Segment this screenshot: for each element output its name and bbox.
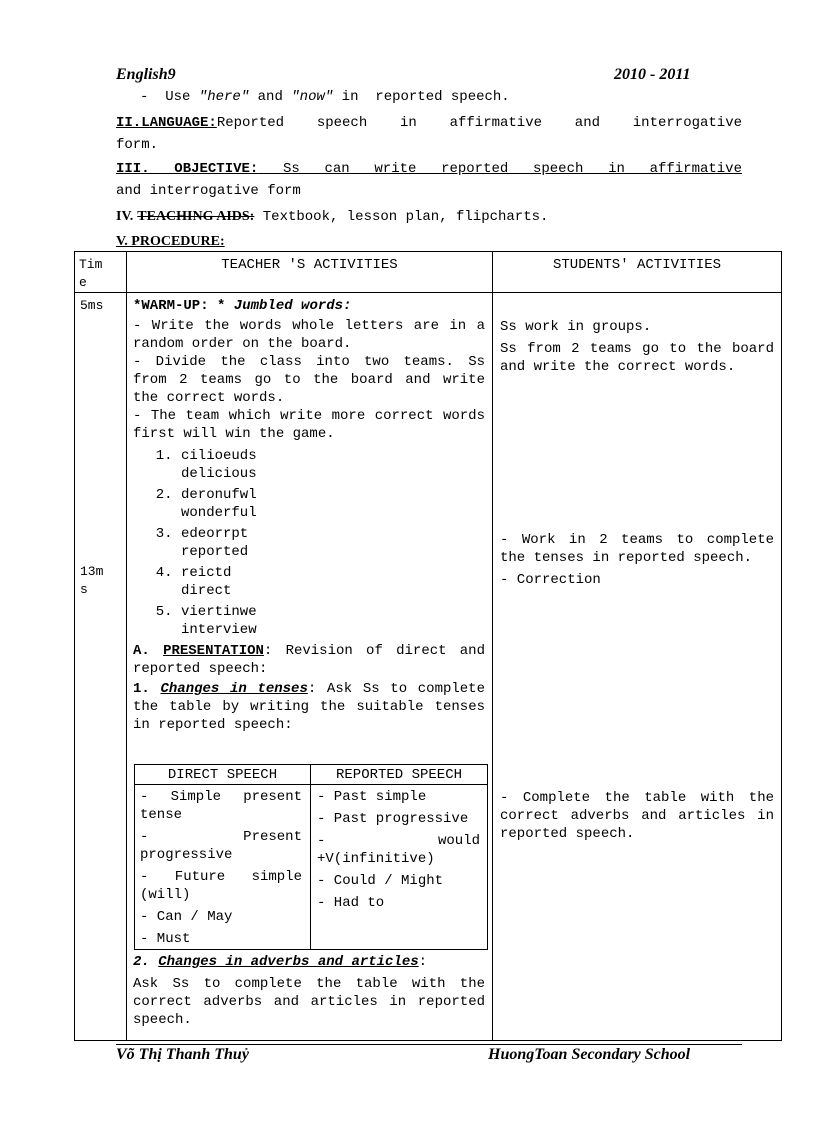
tenses-header-direct: DIRECT SPEECH (167, 767, 278, 783)
footer-rule (116, 1044, 742, 1045)
presentation-heading: A. PRESENTATION: Revision of direct and reported speech: (133, 643, 485, 677)
time-warmup: 5ms (80, 298, 104, 313)
col-teacher-header: TEACHER 'S ACTIVITIES (221, 257, 398, 273)
word-item-2: 2. deronufwl wonderful (181, 486, 485, 522)
direct-speech-column (140, 788, 302, 948)
procedure-heading: V. PROCEDURE: (116, 234, 225, 249)
direct-item-3: - Future simple (will) (140, 869, 302, 903)
reported-item-3: - would +V(infinitive) (317, 833, 480, 867)
changes-adverbs-text: Ask Ss to complete the table with the correct adverbs and articles in reported speech. (133, 976, 485, 1028)
language-line-2: form. (116, 137, 159, 153)
footer-school: HuongToan Secondary School (488, 1046, 691, 1063)
direct-item-1: - Simple present tense (140, 789, 302, 823)
objective-line-2: and interrogative form (116, 183, 301, 199)
students-activities-2 (500, 531, 774, 589)
tenses-header-reported: REPORTED SPEECH (335, 767, 463, 783)
student-step-3: - Work in 2 teams to complete the tenses in reported speech. (500, 532, 774, 566)
direct-item-2: - Present progressive (140, 829, 302, 863)
header-year: 2010 - 2011 (614, 66, 691, 83)
col-students-header: STUDENTS' ACTIVITIES (552, 257, 722, 273)
warmup-heading: *WARM-UP: * Jumbled words: (133, 298, 352, 314)
col-time-header: Tim e (79, 257, 103, 290)
reported-speech-column (317, 788, 480, 912)
student-step-4: - Correction (500, 572, 601, 588)
objective-line: III. OBJECTIVE: Ss can write reported speech in affirmative (116, 161, 742, 177)
direct-item-5: - Must (140, 931, 191, 947)
reported-item-4: - Could / Might (317, 873, 444, 889)
changes-adverbs-heading: 2. Changes in adverbs and articles: (133, 954, 428, 970)
reported-item-5: - Had to (317, 895, 385, 911)
time-presentation: 13m s (80, 564, 104, 597)
word-item-5: 5. viertinwe interview (181, 603, 485, 639)
teacher-step-1: - Write the words whole letters are in a random order on the board. (133, 318, 485, 352)
changes-adverbs-section (133, 953, 485, 1029)
word-item-1: 1. cilioeuds delicious (181, 447, 485, 483)
student-step-2: Ss from 2 teams go to the board and write the correct words. (500, 341, 774, 375)
footer-author: Võ Thị Thanh Thuỷ (116, 1046, 249, 1063)
direct-item-4: - Can / May (140, 909, 233, 925)
objective-bullet: - Use "here" and "now" in reported speech. (140, 89, 510, 105)
jumbled-words-list (133, 447, 485, 639)
reported-item-2: - Past progressive (317, 811, 469, 827)
teacher-step-2: - Divide the class into two teams. Ss from 2 teams go to the board and write the correct words. (133, 354, 485, 406)
word-item-4: 4. reictd direct (181, 564, 485, 600)
teaching-aids-line: IV. TEACHING AIDS: Textbook, lesson plan, flipcharts. (116, 209, 549, 225)
word-item-3: 3. edeorrpt reported (181, 525, 485, 561)
student-step-5: - Complete the table with the correct adverbs and articles in reported speech. (500, 790, 774, 842)
student-step-1: Ss work in groups. (500, 319, 652, 335)
teacher-activities (133, 297, 485, 734)
changes-tenses-heading: 1. Changes in tenses: Ask Ss to complete the table by writing the suitable tenses in reported speech: (133, 681, 485, 733)
language-line: II.LANGUAGE:Reported speech in affirmative and interrogative (116, 115, 742, 131)
teacher-step-3: - The team which write more correct words first will win the game. (133, 408, 485, 442)
students-activities-1 (500, 318, 774, 376)
header-subject: English9 (116, 66, 176, 83)
students-activities-3 (500, 789, 774, 843)
reported-item-1: - Past simple (317, 789, 427, 805)
